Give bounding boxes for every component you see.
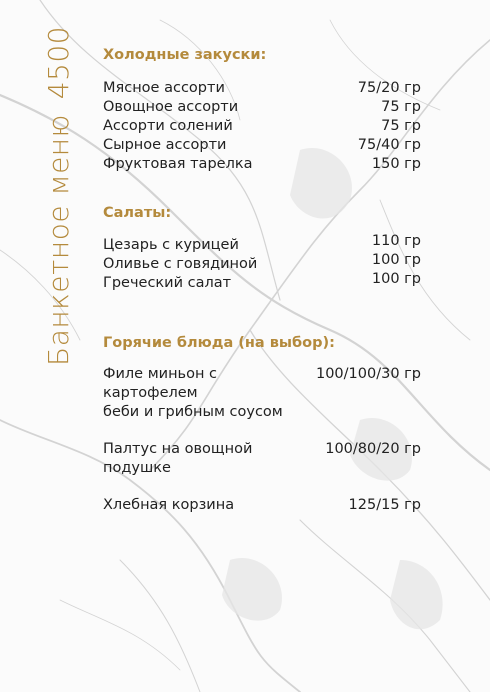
list-item — [103, 271, 421, 293]
item-name: Цезарь с курицей — [103, 237, 239, 253]
item-quantity: 110 гр — [371, 233, 421, 249]
item-quantity: 75 гр — [381, 99, 421, 115]
list-item — [103, 440, 421, 478]
cold-appetizers-section — [103, 46, 421, 204]
item-name: Палтус на овощной подушке — [103, 441, 253, 476]
list-item — [103, 98, 421, 117]
list-item — [103, 155, 421, 174]
item-name: Овощное ассорти — [103, 99, 239, 115]
item-quantity: 100/100/30 гр — [315, 366, 421, 382]
item-name: Хлебная корзина — [103, 497, 235, 513]
item-quantity: 100 гр — [371, 271, 421, 287]
salads-items-list — [103, 233, 421, 293]
section-title-cold: Холодные закуски: — [103, 47, 267, 63]
hot-items-list — [103, 365, 421, 515]
item-name: Сырное ассорти — [103, 137, 227, 153]
hot-dishes-section — [103, 334, 421, 515]
vertical-banquet-title — [28, 26, 88, 366]
item-quantity: 75 гр — [381, 118, 421, 134]
section-title-salads: Салаты: — [103, 205, 172, 221]
list-item — [103, 136, 421, 155]
item-quantity: 125/15 гр — [348, 497, 421, 513]
item-name: Греческий салат — [103, 275, 232, 291]
item-name: Мясное ассорти — [103, 80, 225, 96]
list-item — [103, 117, 421, 136]
item-quantity: 100 гр — [371, 252, 421, 268]
section-title-hot: Горячие блюда (на выбор): — [103, 335, 335, 351]
list-item — [103, 496, 421, 515]
item-quantity: 150 гр — [371, 156, 421, 172]
item-name: Филе миньон с картофелем беби и грибным соусом — [103, 366, 283, 420]
salads-section — [103, 204, 421, 334]
item-quantity: 75/40 гр — [357, 137, 421, 153]
list-item — [103, 365, 421, 422]
cold-items-list — [103, 79, 421, 174]
item-name: Фруктовая тарелка — [103, 156, 253, 172]
menu-content — [103, 46, 421, 533]
list-item — [103, 79, 421, 98]
item-quantity: 100/80/20 гр — [325, 441, 421, 457]
item-quantity: 75/20 гр — [357, 80, 421, 96]
item-name: Оливье с говядиной — [103, 256, 258, 272]
banquet-price: 4500 — [41, 26, 75, 100]
item-name: Ассорти солений — [103, 118, 233, 134]
banquet-menu-label: Банкетное меню — [41, 114, 75, 366]
